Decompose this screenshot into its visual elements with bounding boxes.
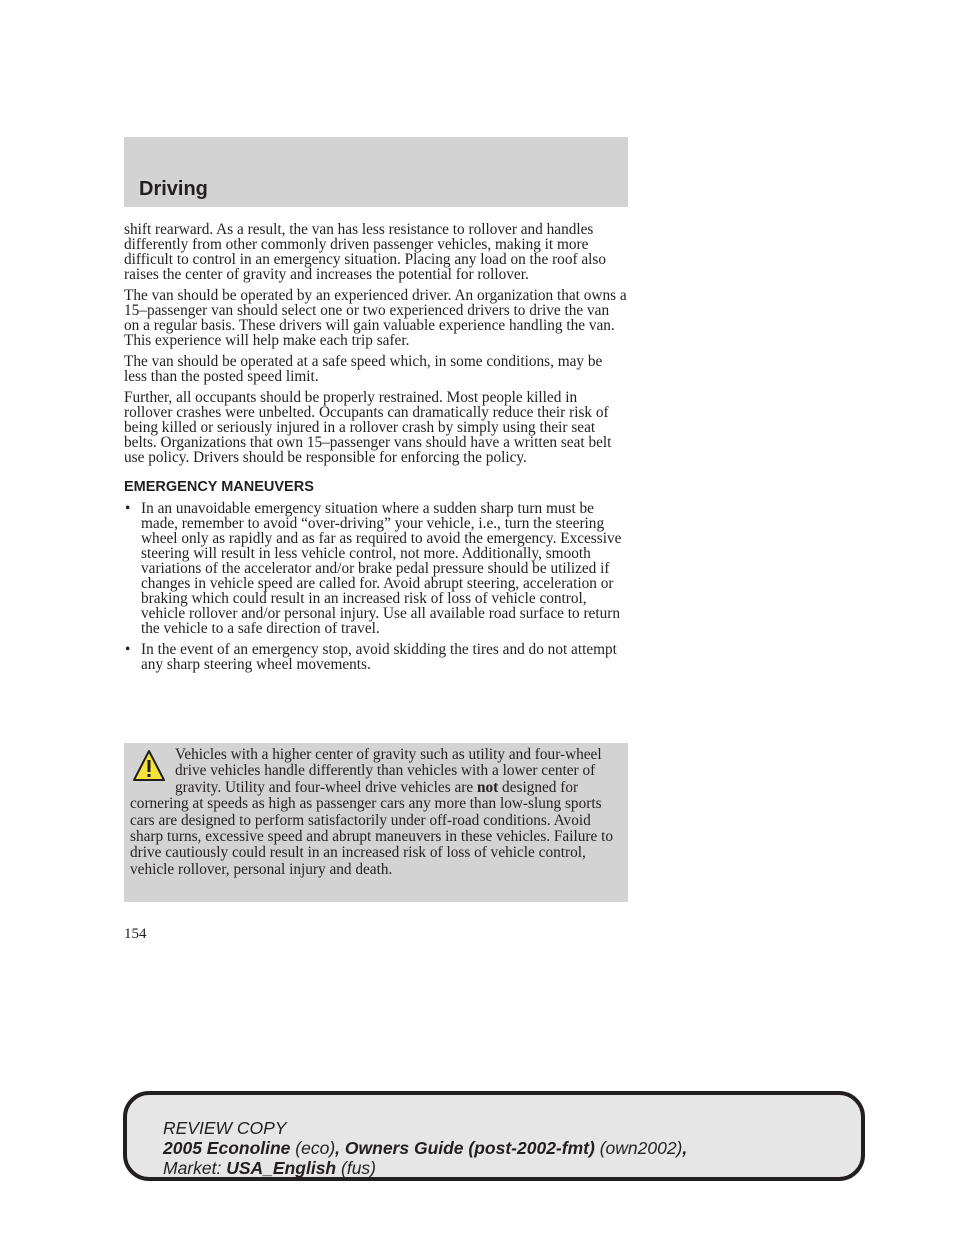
footer-sep: , (335, 1138, 345, 1158)
section-title: Driving (139, 178, 208, 200)
emergency-heading: EMERGENCY MANEUVERS (124, 479, 314, 495)
footer-guide: Owners Guide (post-2002-fmt) (344, 1138, 595, 1158)
emergency-list (124, 501, 628, 672)
footer-sep: , (682, 1138, 688, 1158)
warning-emphasis: not (476, 778, 499, 796)
bullet: • (125, 641, 131, 658)
footer-market-label: Market: (163, 1158, 222, 1178)
footer-review-box (123, 1091, 865, 1181)
warning-triangle-icon (132, 749, 166, 783)
footer-publication-line (163, 1138, 861, 1158)
footer-market: USA_English (226, 1158, 337, 1178)
list-item (124, 501, 628, 636)
warning-text: Vehicles with a higher center of gravity such as utility and four-wheel drive vehicles handle differently than vehicles with a lower center of gravity. Utility and four-wheel drive vehicles are (175, 746, 602, 796)
paragraph: The van should be operated by an experienced driver. An organization that owns a 15–passenger van should select one or two experienced drivers to drive the van on a regular basis. These drivers will gain valuable experience handling the van. This experience will help make each trip safer. (124, 287, 627, 349)
footer-guide-code: (own2002) (599, 1138, 683, 1158)
section-header (124, 137, 628, 207)
paragraph: shift rearward. As a result, the van has less resistance to rollover and handles differently from other commonly driven passenger vehicles, making it more difficult to control in an emergency situation. Placing any load on the roof also raises the center of gravity and increases the potential for rollover. (124, 221, 607, 283)
list-item (124, 642, 628, 672)
page-number: 154 (124, 926, 147, 942)
paragraph: The van should be operated at a safe speed which, in some conditions, may be less than the posted speed limit. (124, 353, 603, 385)
paragraph: Further, all occupants should be properly restrained. Most people killed in rollover crashes were unbelted. Occupants can dramatically reduce their risk of being killed or seriously injured in a rollover crash by simply using their seat belts. Organizations that own 15–passenger vans should have a written seat belt use policy. Drivers should be responsible for enforcing the policy. (124, 389, 612, 466)
footer-model: 2005 Econoline (163, 1138, 291, 1158)
footer-market-line (163, 1158, 861, 1178)
footer-model-code: (eco) (295, 1138, 336, 1158)
bullet: • (125, 500, 131, 517)
footer-market-code: (fus) (341, 1158, 376, 1178)
warning-box (124, 743, 628, 902)
list-item-text: In the event of an emergency stop, avoid skidding the tires and do not attempt any sharp steering wheel movements. (141, 641, 617, 673)
review-copy-label: REVIEW COPY (163, 1118, 287, 1138)
main-content (124, 222, 628, 678)
warning-text-cont: designed for cornering at speeds as high as passenger cars any more than low-slung sports cars are designed to perform satisfactorily under off-road conditions. Avoid sharp turns, excessive speed and abrupt maneuvers in these vehicles. Failure to drive cautiously could result in an increased risk of loss of vehicle control, vehicle rollover, personal injury and death. (130, 778, 613, 878)
list-item-text: In an unavoidable emergency situation where a sudden sharp turn must be made, remember to avoid “over-driving” your vehicle, i.e., turn the steering wheel only as rapidly and as far as required to avoid the emergency. Excessive steering will result in less vehicle control, not more. Additionally, smooth variations of the accelerator and/or brake pedal pressure should be utilized if changes in vehicle speed are called for. Avoid abrupt steering, acceleration or braking which could result in an increased risk of loss of vehicle control, vehicle rollover and/or personal injury. Use all available road surface to return the vehicle to a safe direction of travel. (141, 500, 622, 637)
